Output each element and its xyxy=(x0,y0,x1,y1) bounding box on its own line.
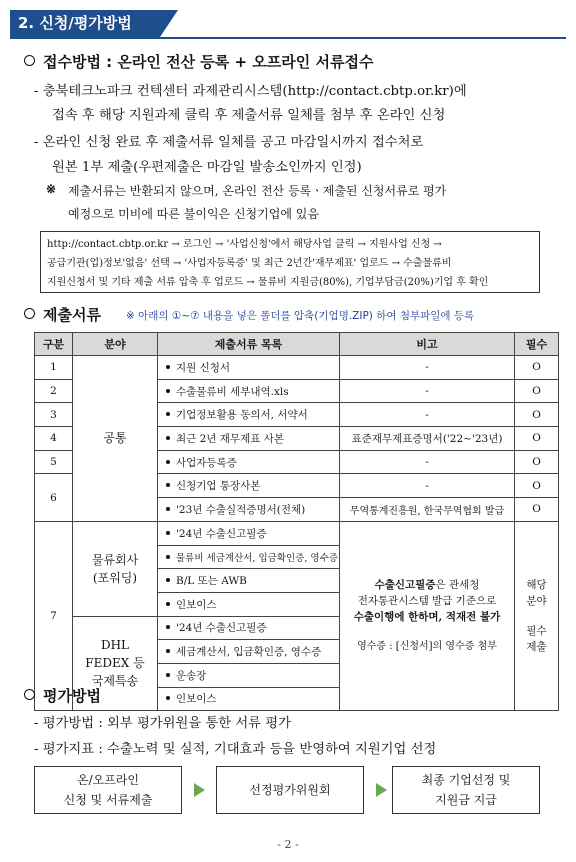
table-row: 5 사업자등록증 - O xyxy=(35,450,559,474)
table-row: 4 최근 2년 재무제표 사본 표준재무제표증명서('22~'23년) O xyxy=(35,427,559,451)
process-box xyxy=(40,231,540,293)
table-row: 인보이스 xyxy=(35,687,559,711)
table-row: 물류비 세금계산서, 입금확인증, 영수증 xyxy=(35,545,559,569)
application-line-2: 접속 후 해당 지원과제 클릭 후 제출서류 일체를 첨부 후 온라인 신청 xyxy=(52,108,446,123)
header-required: 필수 xyxy=(515,333,559,356)
evaluation-line-1: - 평가방법 : 외부 평가위원을 통한 서류 평가 xyxy=(34,716,291,731)
flow-step-1: 온/오프라인 신청 및 서류제출 xyxy=(34,766,182,814)
banner-tip xyxy=(160,10,178,37)
table-row: 1 공통 지원 신청서 - O xyxy=(35,356,559,380)
row7-remark: 수출신고필증은 관세청 전자통관시스템 발급 기준으로 수출이행에 한하며, 적재전 불가 영수증 : [신청서]의 영수증 첨부 xyxy=(340,521,515,711)
circle-bullet-icon xyxy=(24,308,35,319)
table-header-row xyxy=(35,333,559,356)
bullet-dot-icon xyxy=(166,436,170,440)
bullet-dot-icon xyxy=(166,365,170,369)
flow-step-2: 선정평가위원회 xyxy=(216,766,364,814)
process-line-3: 지원신청서 및 기타 제출 서류 압축 후 업로드 → 물류비 지원금(80%), 기업부담금(20%)기업 후 확인 xyxy=(47,277,489,288)
bullet-dot-icon xyxy=(166,602,170,606)
flow-step-3: 최종 기업선정 및 지원금 지급 xyxy=(392,766,540,814)
documents-title: 제출서류 xyxy=(24,304,101,325)
banner-underline xyxy=(10,37,566,39)
bullet-dot-icon xyxy=(166,649,170,653)
table-row: 2 수출물류비 세부내역.xls - O xyxy=(35,379,559,403)
bullet-dot-icon xyxy=(166,696,170,700)
process-line-2: 공급기관(업)정보'없음' 선택 → '사업자등록증' 및 최근 2년간'재무제표' 업로드 → 수출물류비 xyxy=(47,258,452,269)
table-row: 7 물류회사 (포워딩) '24년 수출신고필증 수출신고필증은 관세청 전자통관시스템 발급 기준으로 수출이행에 한하며, 적재전 불가 영수증 : [신청서]의 영수증 첨부 해당 분야 필수 제출 xyxy=(35,521,559,545)
table-row: 3 기업정보활용 동의서, 서약서 - O xyxy=(35,403,559,427)
bullet-dot-icon xyxy=(166,460,170,464)
table-row: B/L 또는 AWB xyxy=(35,569,559,593)
application-line-1: - 충북테크노파크 컨텍센터 과제관리시스템(http://contact.cbtp.or.kr)에 xyxy=(34,84,467,99)
table-row: 6 신청기업 통장사본 - O xyxy=(35,474,559,498)
table-row: 인보이스 xyxy=(35,592,559,616)
bullet-dot-icon xyxy=(166,531,170,535)
section-banner: 2. 신청/평가방법 xyxy=(10,10,160,37)
flow-arrow-icon xyxy=(376,783,387,797)
header-remark: 비고 xyxy=(340,333,515,356)
bullet-dot-icon xyxy=(166,555,170,559)
application-title: 접수방법 : 온라인 전산 등록 + 오프라인 서류접수 xyxy=(24,51,373,72)
category-express: DHL FEDEX 등 국제특송 xyxy=(73,616,158,711)
bullet-dot-icon xyxy=(166,389,170,393)
bullet-dot-icon xyxy=(166,625,170,629)
bullet-dot-icon xyxy=(166,507,170,511)
header-category-no: 구분 xyxy=(35,333,73,356)
bullet-dot-icon xyxy=(166,673,170,677)
bullet-dot-icon xyxy=(166,483,170,487)
circle-bullet-icon xyxy=(24,689,35,700)
application-line-4: 원본 1부 제출(우편제출은 마감일 발송소인까지 인정) xyxy=(52,160,362,175)
page-number: - 2 - xyxy=(277,838,299,851)
table-row: '23년 수출실적증명서(전체) 무역통계진흥원, 한국무역협회 발급 O xyxy=(35,498,559,522)
row7-required: 해당 분야 필수 제출 xyxy=(515,521,559,711)
application-line-3: - 온라인 신청 완료 후 제출서류 일체를 공고 마감일시까지 접수처로 xyxy=(34,135,424,150)
notice-line-2: 예정으로 미비에 따른 불이익은 신청기업에 있음 xyxy=(68,207,319,221)
category-forwarding: 물류회사 (포워딩) xyxy=(73,521,158,616)
header-field: 분야 xyxy=(73,333,158,356)
table-row: 운송장 xyxy=(35,663,559,687)
header-doc-list: 제출서류 목록 xyxy=(158,333,340,356)
flow-arrow-icon xyxy=(194,783,205,797)
bullet-dot-icon xyxy=(166,412,170,416)
bullet-dot-icon xyxy=(166,578,170,582)
circle-bullet-icon xyxy=(24,55,35,66)
notice-mark: ※ xyxy=(46,182,57,196)
process-line-1: http://contact.cbtp.or.kr → 로그인 → '사업신청'에서 해당사업 클릭 → 지원사업 신청 → xyxy=(47,239,442,250)
table-row: DHL FEDEX 등 국제특송 '24년 수출신고필증 xyxy=(35,616,559,640)
notice-line-1: 제출서류는 반환되지 않으며, 온라인 전산 등록ㆍ제출된 신청서류로 평가 xyxy=(68,184,447,198)
documents-note: ※ 아래의 ①~⑦ 내용을 넣은 폴더를 압축(기업명.ZIP) 하여 첨부파일에 등록 xyxy=(126,310,475,322)
common-category: 공통 xyxy=(73,356,158,522)
documents-table xyxy=(34,332,559,711)
table-row: 세금계산서, 입금확인증, 영수증 xyxy=(35,640,559,664)
evaluation-line-2: - 평가지표 : 수출노력 및 실적, 기대효과 등을 반영하여 지원기업 선정 xyxy=(34,742,437,757)
evaluation-title: 평가방법 xyxy=(24,685,101,706)
